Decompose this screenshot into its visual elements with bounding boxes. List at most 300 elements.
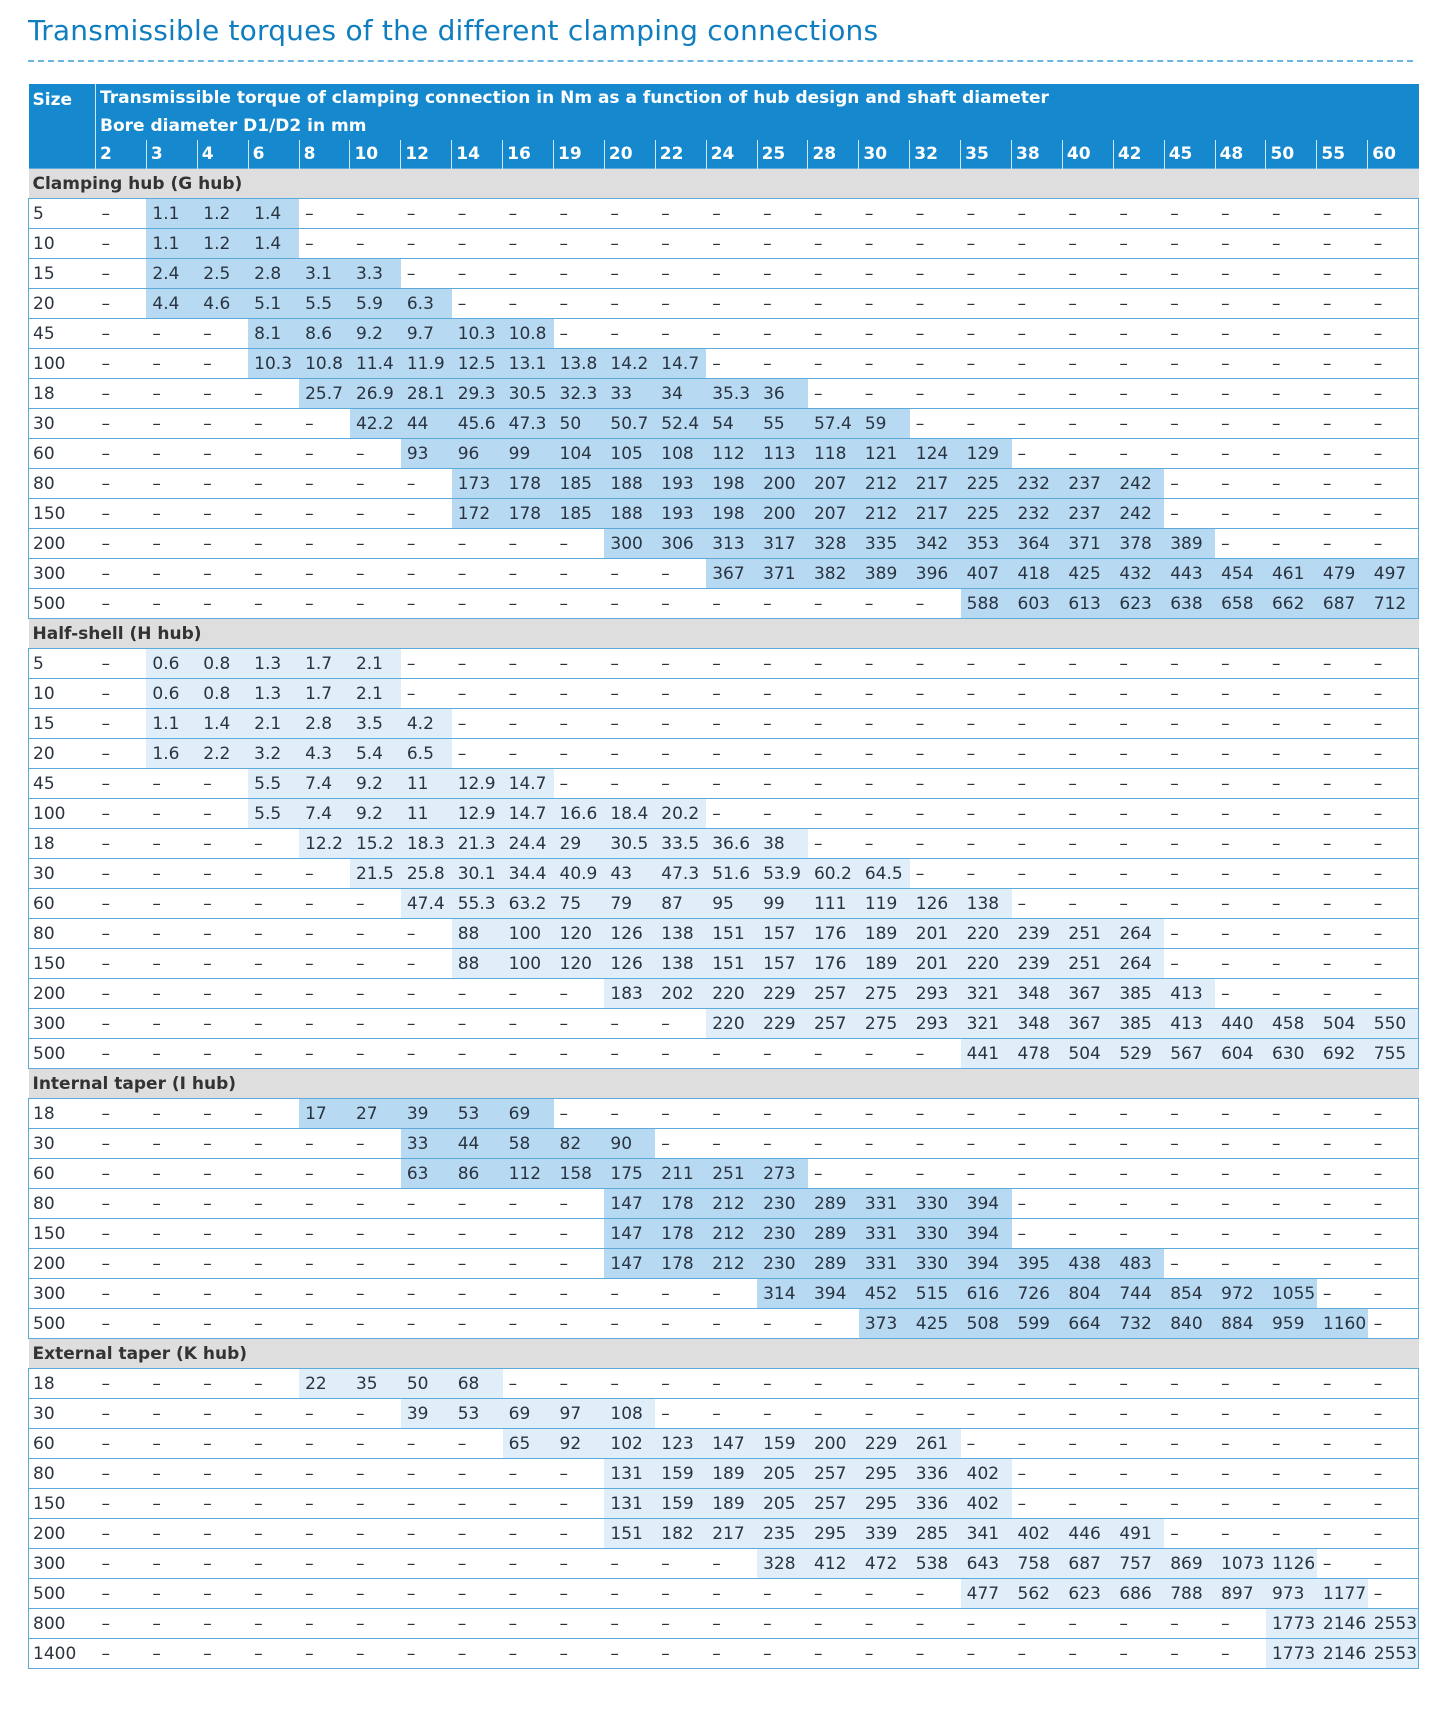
empty-cell: – <box>248 1579 299 1609</box>
torque-value-cell: 348 <box>1012 1009 1063 1039</box>
torque-value-cell: 188 <box>604 469 655 499</box>
empty-cell: – <box>1012 1129 1063 1159</box>
size-header: Size <box>29 84 96 169</box>
empty-cell: – <box>655 1129 706 1159</box>
empty-cell: – <box>1368 439 1419 469</box>
empty-cell: – <box>1012 709 1063 739</box>
empty-cell: – <box>808 1039 859 1069</box>
torque-value-cell: 529 <box>1113 1039 1164 1069</box>
torque-value-cell: 99 <box>757 889 808 919</box>
empty-cell: – <box>503 739 554 769</box>
torque-value-cell: 53 <box>452 1099 503 1129</box>
empty-cell: – <box>299 1399 350 1429</box>
bore-diameter-8: 8 <box>299 140 350 169</box>
empty-cell: – <box>401 1609 452 1639</box>
empty-cell: – <box>503 259 554 289</box>
section-title: External taper (K hub) <box>29 1339 1419 1369</box>
empty-cell: – <box>808 799 859 829</box>
empty-cell: – <box>1062 379 1113 409</box>
empty-cell: – <box>1368 199 1419 229</box>
empty-cell: – <box>1164 1429 1215 1459</box>
section-row <box>29 1069 1419 1099</box>
size-cell: 60 <box>29 889 96 919</box>
bore-diameter-50: 50 <box>1266 140 1317 169</box>
torque-value-cell: 385 <box>1113 979 1164 1009</box>
size-cell: 45 <box>29 319 96 349</box>
empty-cell: – <box>757 649 808 679</box>
empty-cell: – <box>1317 829 1368 859</box>
torque-value-cell: 443 <box>1164 559 1215 589</box>
empty-cell: – <box>1062 1099 1113 1129</box>
empty-cell: – <box>248 379 299 409</box>
empty-cell: – <box>1317 799 1368 829</box>
table-row <box>29 919 1419 949</box>
empty-cell: – <box>146 439 197 469</box>
empty-cell: – <box>706 319 757 349</box>
empty-cell: – <box>350 1639 401 1669</box>
torque-value-cell: 331 <box>859 1219 910 1249</box>
torque-value-cell: 124 <box>910 439 961 469</box>
empty-cell: – <box>1368 1249 1419 1279</box>
empty-cell: – <box>706 1039 757 1069</box>
torque-value-cell: 275 <box>859 979 910 1009</box>
torque-value-cell: 413 <box>1164 979 1215 1009</box>
empty-cell: – <box>350 1309 401 1339</box>
empty-cell: – <box>1164 859 1215 889</box>
torque-value-cell: 28.1 <box>401 379 452 409</box>
torque-value-cell: 57.4 <box>808 409 859 439</box>
empty-cell: – <box>350 1279 401 1309</box>
table-row <box>29 979 1419 1009</box>
size-cell: 150 <box>29 949 96 979</box>
empty-cell: – <box>299 1549 350 1579</box>
empty-cell: – <box>757 589 808 619</box>
torque-value-cell: 402 <box>961 1489 1012 1519</box>
empty-cell: – <box>299 1489 350 1519</box>
empty-cell: – <box>1215 949 1266 979</box>
torque-value-cell: 217 <box>910 469 961 499</box>
table-row <box>29 1279 1419 1309</box>
empty-cell: – <box>910 649 961 679</box>
empty-cell: – <box>1368 1519 1419 1549</box>
empty-cell: – <box>604 739 655 769</box>
empty-cell: – <box>96 199 147 229</box>
size-cell: 1400 <box>29 1639 96 1669</box>
empty-cell: – <box>554 1009 605 1039</box>
empty-cell: – <box>452 1249 503 1279</box>
empty-cell: – <box>96 1219 147 1249</box>
empty-cell: – <box>1062 1399 1113 1429</box>
bore-diameter-42: 42 <box>1113 140 1164 169</box>
empty-cell: – <box>197 1129 248 1159</box>
empty-cell: – <box>146 379 197 409</box>
empty-cell: – <box>96 919 147 949</box>
empty-cell: – <box>757 1129 808 1159</box>
empty-cell: – <box>350 229 401 259</box>
torque-value-cell: 60.2 <box>808 859 859 889</box>
empty-cell: – <box>1164 799 1215 829</box>
torque-value-cell: 207 <box>808 469 859 499</box>
empty-cell: – <box>146 349 197 379</box>
torque-value-cell: 35 <box>350 1369 401 1399</box>
empty-cell: – <box>1215 439 1266 469</box>
torque-value-cell: 32.3 <box>554 379 605 409</box>
empty-cell: – <box>1317 1399 1368 1429</box>
empty-cell: – <box>706 1129 757 1159</box>
empty-cell: – <box>1062 649 1113 679</box>
empty-cell: – <box>1164 1159 1215 1189</box>
empty-cell: – <box>350 1579 401 1609</box>
torque-value-cell: 0.8 <box>197 679 248 709</box>
torque-value-cell: 289 <box>808 1219 859 1249</box>
torque-value-cell: 603 <box>1012 589 1063 619</box>
torque-value-cell: 515 <box>910 1279 961 1309</box>
empty-cell: – <box>96 1639 147 1669</box>
empty-cell: – <box>146 1639 197 1669</box>
torque-value-cell: 251 <box>1062 949 1113 979</box>
empty-cell: – <box>1113 259 1164 289</box>
table-row <box>29 1519 1419 1549</box>
torque-value-cell: 100 <box>503 949 554 979</box>
torque-value-cell: 230 <box>757 1189 808 1219</box>
torque-value-cell: 38 <box>757 829 808 859</box>
empty-cell: – <box>1164 499 1215 529</box>
torque-value-cell: 112 <box>503 1159 554 1189</box>
torque-value-cell: 2146 <box>1317 1639 1368 1669</box>
torque-value-cell: 446 <box>1062 1519 1113 1549</box>
torque-value-cell: 869 <box>1164 1549 1215 1579</box>
empty-cell: – <box>910 1129 961 1159</box>
empty-cell: – <box>554 1279 605 1309</box>
empty-cell: – <box>1368 649 1419 679</box>
empty-cell: – <box>1266 679 1317 709</box>
empty-cell: – <box>961 409 1012 439</box>
bore-diameter-38: 38 <box>1012 140 1063 169</box>
torque-value-cell: 2.1 <box>350 679 401 709</box>
torque-value-cell: 147 <box>604 1219 655 1249</box>
torque-value-cell: 217 <box>910 499 961 529</box>
empty-cell: – <box>197 1549 248 1579</box>
torque-value-cell: 452 <box>859 1279 910 1309</box>
empty-cell: – <box>1215 919 1266 949</box>
empty-cell: – <box>401 1549 452 1579</box>
empty-cell: – <box>1012 1369 1063 1399</box>
torque-value-cell: 151 <box>604 1519 655 1549</box>
empty-cell: – <box>248 1399 299 1429</box>
empty-cell: – <box>757 1639 808 1669</box>
torque-value-cell: 178 <box>503 469 554 499</box>
torque-value-cell: 217 <box>706 1519 757 1549</box>
empty-cell: – <box>910 1399 961 1429</box>
empty-cell: – <box>197 469 248 499</box>
torque-value-cell: 40.9 <box>554 859 605 889</box>
empty-cell: – <box>604 229 655 259</box>
torque-value-cell: 2.2 <box>197 739 248 769</box>
torque-value-cell: 306 <box>655 529 706 559</box>
empty-cell: – <box>961 649 1012 679</box>
size-cell: 30 <box>29 409 96 439</box>
torque-value-cell: 884 <box>1215 1309 1266 1339</box>
torque-value-cell: 92 <box>554 1429 605 1459</box>
empty-cell: – <box>96 559 147 589</box>
empty-cell: – <box>757 319 808 349</box>
empty-cell: – <box>197 1489 248 1519</box>
empty-cell: – <box>655 1639 706 1669</box>
empty-cell: – <box>1062 349 1113 379</box>
empty-cell: – <box>961 1399 1012 1429</box>
empty-cell: – <box>503 649 554 679</box>
torque-value-cell: 367 <box>1062 1009 1113 1039</box>
empty-cell: – <box>1368 289 1419 319</box>
empty-cell: – <box>1164 1399 1215 1429</box>
table-row <box>29 1429 1419 1459</box>
torque-value-cell: 0.6 <box>146 649 197 679</box>
empty-cell: – <box>1266 319 1317 349</box>
empty-cell: – <box>1062 739 1113 769</box>
torque-value-cell: 588 <box>961 589 1012 619</box>
empty-cell: – <box>96 889 147 919</box>
header-row-main <box>29 84 1419 112</box>
torque-value-cell: 5.9 <box>350 289 401 319</box>
empty-cell: – <box>1062 199 1113 229</box>
size-cell: 60 <box>29 1429 96 1459</box>
empty-cell: – <box>1368 229 1419 259</box>
torque-value-cell: 407 <box>961 559 1012 589</box>
table-row <box>29 409 1419 439</box>
empty-cell: – <box>1266 499 1317 529</box>
empty-cell: – <box>1113 889 1164 919</box>
torque-value-cell: 126 <box>604 949 655 979</box>
table-row <box>29 1399 1419 1429</box>
empty-cell: – <box>1317 1129 1368 1159</box>
torque-value-cell: 239 <box>1012 949 1063 979</box>
empty-cell: – <box>248 1459 299 1489</box>
empty-cell: – <box>1368 1279 1419 1309</box>
empty-cell: – <box>1215 229 1266 259</box>
size-cell: 150 <box>29 1489 96 1519</box>
empty-cell: – <box>146 979 197 1009</box>
empty-cell: – <box>757 1369 808 1399</box>
empty-cell: – <box>706 1099 757 1129</box>
empty-cell: – <box>1317 859 1368 889</box>
empty-cell: – <box>503 289 554 319</box>
torque-value-cell: 121 <box>859 439 910 469</box>
torque-value-cell: 69 <box>503 1099 554 1129</box>
empty-cell: – <box>808 1159 859 1189</box>
torque-value-cell: 230 <box>757 1249 808 1279</box>
empty-cell: – <box>859 829 910 859</box>
empty-cell: – <box>1164 889 1215 919</box>
torque-value-cell: 54 <box>706 409 757 439</box>
torque-value-cell: 212 <box>859 469 910 499</box>
torque-value-cell: 50.7 <box>604 409 655 439</box>
torque-value-cell: 394 <box>961 1249 1012 1279</box>
empty-cell: – <box>1062 799 1113 829</box>
empty-cell: – <box>1317 1489 1368 1519</box>
empty-cell: – <box>1368 529 1419 559</box>
empty-cell: – <box>808 379 859 409</box>
table-row <box>29 739 1419 769</box>
empty-cell: – <box>859 769 910 799</box>
empty-cell: – <box>1215 1489 1266 1519</box>
empty-cell: – <box>1062 229 1113 259</box>
torque-value-cell: 229 <box>757 1009 808 1039</box>
empty-cell: – <box>554 679 605 709</box>
torque-value-cell: 129 <box>961 439 1012 469</box>
empty-cell: – <box>1113 1129 1164 1159</box>
empty-cell: – <box>401 1219 452 1249</box>
empty-cell: – <box>299 1639 350 1669</box>
empty-cell: – <box>1164 1459 1215 1489</box>
empty-cell: – <box>706 289 757 319</box>
torque-value-cell: 472 <box>859 1549 910 1579</box>
torque-value-cell: 11.9 <box>401 349 452 379</box>
empty-cell: – <box>808 1099 859 1129</box>
empty-cell: – <box>808 1639 859 1669</box>
empty-cell: – <box>452 229 503 259</box>
torque-value-cell: 189 <box>859 949 910 979</box>
bore-diameter-12: 12 <box>401 140 452 169</box>
empty-cell: – <box>248 1219 299 1249</box>
empty-cell: – <box>197 1519 248 1549</box>
size-cell: 80 <box>29 919 96 949</box>
empty-cell: – <box>1368 1489 1419 1519</box>
torque-value-cell: 147 <box>604 1189 655 1219</box>
empty-cell: – <box>859 259 910 289</box>
torque-value-cell: 1773 <box>1266 1609 1317 1639</box>
empty-cell: – <box>757 1399 808 1429</box>
torque-value-cell: 42.2 <box>350 409 401 439</box>
empty-cell: – <box>146 1609 197 1639</box>
empty-cell: – <box>96 499 147 529</box>
empty-cell: – <box>1215 799 1266 829</box>
empty-cell: – <box>401 919 452 949</box>
empty-cell: – <box>757 289 808 319</box>
torque-value-cell: 973 <box>1266 1579 1317 1609</box>
empty-cell: – <box>1215 1189 1266 1219</box>
torque-value-cell: 120 <box>554 919 605 949</box>
size-cell: 800 <box>29 1609 96 1639</box>
empty-cell: – <box>96 289 147 319</box>
torque-value-cell: 389 <box>859 559 910 589</box>
table-row <box>29 229 1419 259</box>
torque-value-cell: 87 <box>655 889 706 919</box>
torque-value-cell: 371 <box>1062 529 1113 559</box>
table-row <box>29 1039 1419 1069</box>
torque-value-cell: 104 <box>554 439 605 469</box>
torque-value-cell: 51.6 <box>706 859 757 889</box>
empty-cell: – <box>1215 979 1266 1009</box>
empty-cell: – <box>961 379 1012 409</box>
empty-cell: – <box>96 229 147 259</box>
empty-cell: – <box>1317 379 1368 409</box>
empty-cell: – <box>910 379 961 409</box>
empty-cell: – <box>503 979 554 1009</box>
empty-cell: – <box>961 1429 1012 1459</box>
torque-value-cell: 45.6 <box>452 409 503 439</box>
empty-cell: – <box>1266 1159 1317 1189</box>
empty-cell: – <box>655 199 706 229</box>
empty-cell: – <box>554 1219 605 1249</box>
empty-cell: – <box>96 709 147 739</box>
empty-cell: – <box>808 259 859 289</box>
torque-value-cell: 264 <box>1113 919 1164 949</box>
empty-cell: – <box>1113 1159 1164 1189</box>
torque-value-cell: 638 <box>1164 589 1215 619</box>
empty-cell: – <box>859 589 910 619</box>
empty-cell: – <box>1317 709 1368 739</box>
empty-cell: – <box>1317 409 1368 439</box>
bore-diameter-24: 24 <box>706 140 757 169</box>
torque-value-cell: 34.4 <box>503 859 554 889</box>
empty-cell: – <box>1317 679 1368 709</box>
size-cell: 500 <box>29 589 96 619</box>
empty-cell: – <box>1012 799 1063 829</box>
empty-cell: – <box>859 1129 910 1159</box>
empty-cell: – <box>197 589 248 619</box>
torque-value-cell: 658 <box>1215 589 1266 619</box>
empty-cell: – <box>655 1099 706 1129</box>
torque-value-cell: 34 <box>655 379 706 409</box>
empty-cell: – <box>1062 319 1113 349</box>
table-row <box>29 649 1419 679</box>
table-row <box>29 799 1419 829</box>
empty-cell: – <box>604 769 655 799</box>
empty-cell: – <box>503 1519 554 1549</box>
title-divider <box>28 60 1413 62</box>
torque-value-cell: 1.1 <box>146 199 197 229</box>
empty-cell: – <box>1012 1429 1063 1459</box>
empty-cell: – <box>197 949 248 979</box>
empty-cell: – <box>961 229 1012 259</box>
empty-cell: – <box>1164 469 1215 499</box>
empty-cell: – <box>96 679 147 709</box>
empty-cell: – <box>757 1039 808 1069</box>
empty-cell: – <box>910 349 961 379</box>
torque-value-cell: 497 <box>1368 559 1419 589</box>
empty-cell: – <box>146 1369 197 1399</box>
empty-cell: – <box>1164 229 1215 259</box>
empty-cell: – <box>146 799 197 829</box>
empty-cell: – <box>299 499 350 529</box>
empty-cell: – <box>961 799 1012 829</box>
empty-cell: – <box>248 529 299 559</box>
torque-value-cell: 220 <box>706 1009 757 1039</box>
torque-value-cell: 341 <box>961 1519 1012 1549</box>
torque-value-cell: 189 <box>859 919 910 949</box>
torque-value-cell: 314 <box>757 1279 808 1309</box>
empty-cell: – <box>1266 1459 1317 1489</box>
torque-value-cell: 20.2 <box>655 799 706 829</box>
empty-cell: – <box>1368 1219 1419 1249</box>
empty-cell: – <box>146 1429 197 1459</box>
empty-cell: – <box>1113 1429 1164 1459</box>
empty-cell: – <box>910 679 961 709</box>
empty-cell: – <box>604 589 655 619</box>
empty-cell: – <box>757 709 808 739</box>
empty-cell: – <box>1012 289 1063 319</box>
empty-cell: – <box>961 739 1012 769</box>
empty-cell: – <box>859 1639 910 1669</box>
torque-value-cell: 33 <box>401 1129 452 1159</box>
empty-cell: – <box>910 769 961 799</box>
empty-cell: – <box>910 199 961 229</box>
empty-cell: – <box>350 889 401 919</box>
empty-cell: – <box>1062 1219 1113 1249</box>
torque-value-cell: 175 <box>604 1159 655 1189</box>
table-row <box>29 1309 1419 1339</box>
empty-cell: – <box>96 349 147 379</box>
